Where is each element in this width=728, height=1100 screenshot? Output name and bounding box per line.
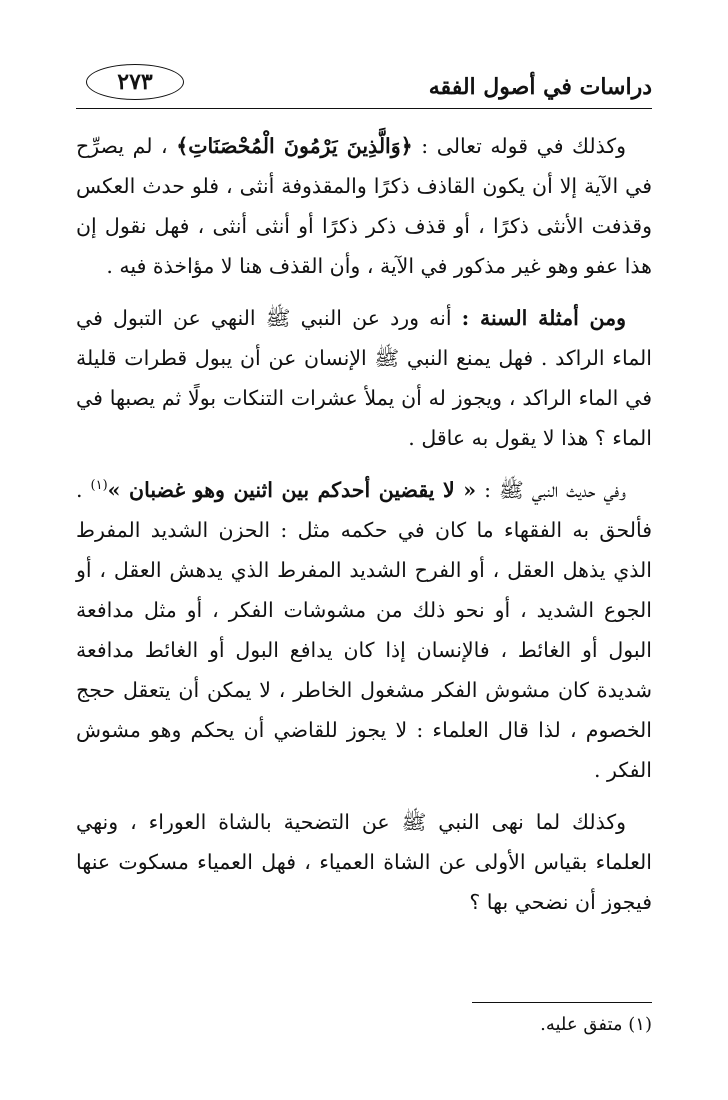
footnote: (١) متفق عليه.: [540, 1014, 652, 1035]
page-body: [76, 126, 652, 934]
page-number: ٢٧٣: [86, 64, 184, 100]
running-title: دراسات في أصول الفقه: [428, 74, 652, 100]
quran-verse: ﴿وَالَّذِينَ يَرْمُونَ الْمُحْصَنَاتِ﴾: [176, 134, 413, 158]
paragraph-quran-example: [76, 126, 652, 286]
footnote-rule: [472, 1002, 652, 1003]
p3-intro: وفي حديث النبي ﷺ :: [476, 478, 626, 502]
page-header: [76, 62, 652, 106]
header-rule: [76, 108, 652, 109]
p4-text: وكذلك لما نهى النبي ﷺ عن التضحية بالشاة العوراء ، ونهي العلماء بقياس الأولى عن الشاة العمياء ، فهل العمياء مسكوت عنها فيجوز أن نضحي بها ؟: [76, 810, 652, 914]
paragraph-sacrifice-example: [76, 802, 652, 922]
hadith-quote: « لا يقضين أحدكم بين اثنين وهو غضبان »: [107, 478, 477, 502]
p2-text: أنه ورد عن النبي ﷺ النهي عن التبول في الماء الراكد . فهل يمنع النبي ﷺ الإنسان عن أن يبول قطرات قليلة في الماء الراكد ، ويجوز له أن يملأ عشرات التنكات بولًا ثم يصبها في الماء ؟ هذا لا يقول به عاقل .: [76, 306, 652, 450]
p1-text: ، لم يصرِّح في الآية إلا أن يكون القاذف ذكرًا والمقذوفة أنثى ، فلو حدث العكس وقذفت الأنثى ذكرًا ، أو قذف ذكر ذكرًا أو أنثى أنثى ، فهل نقول إن هذا عفو وهو غير مذكور في الآية ، وأن القذف هنا لا مؤاخذة فيه .: [76, 134, 652, 278]
footnote-ref: (١): [90, 478, 108, 494]
paragraph-sunnah-example: [76, 298, 652, 458]
sunnah-lead: ومن أمثلة السنة :: [461, 306, 626, 330]
p3-text: . فألحق به الفقهاء ما كان في حكمه مثل : الحزن الشديد المفرط الذي يذهل العقل ، أو الفرح الشديد المفرط الذي يدهش العقل ، أو الجوع الشديد ، أو نحو ذلك من مشوشات الفكر ، أو مثل مدافعة البول أو الغائط ، فالإنسان إذا كان يدافع البول أو الغائط مدافعة شديدة كان مشوش الفكر مشغول الخاطر ، لا يمكن أن يتعقل حجج الخصوم ، لذا قال العلماء : لا يجوز للقاضي أن يحكم وهو مشوش الفكر .: [76, 478, 652, 782]
p1-intro: وكذلك في قوله تعالى :: [412, 134, 626, 158]
paragraph-hadith-example: [76, 470, 652, 790]
